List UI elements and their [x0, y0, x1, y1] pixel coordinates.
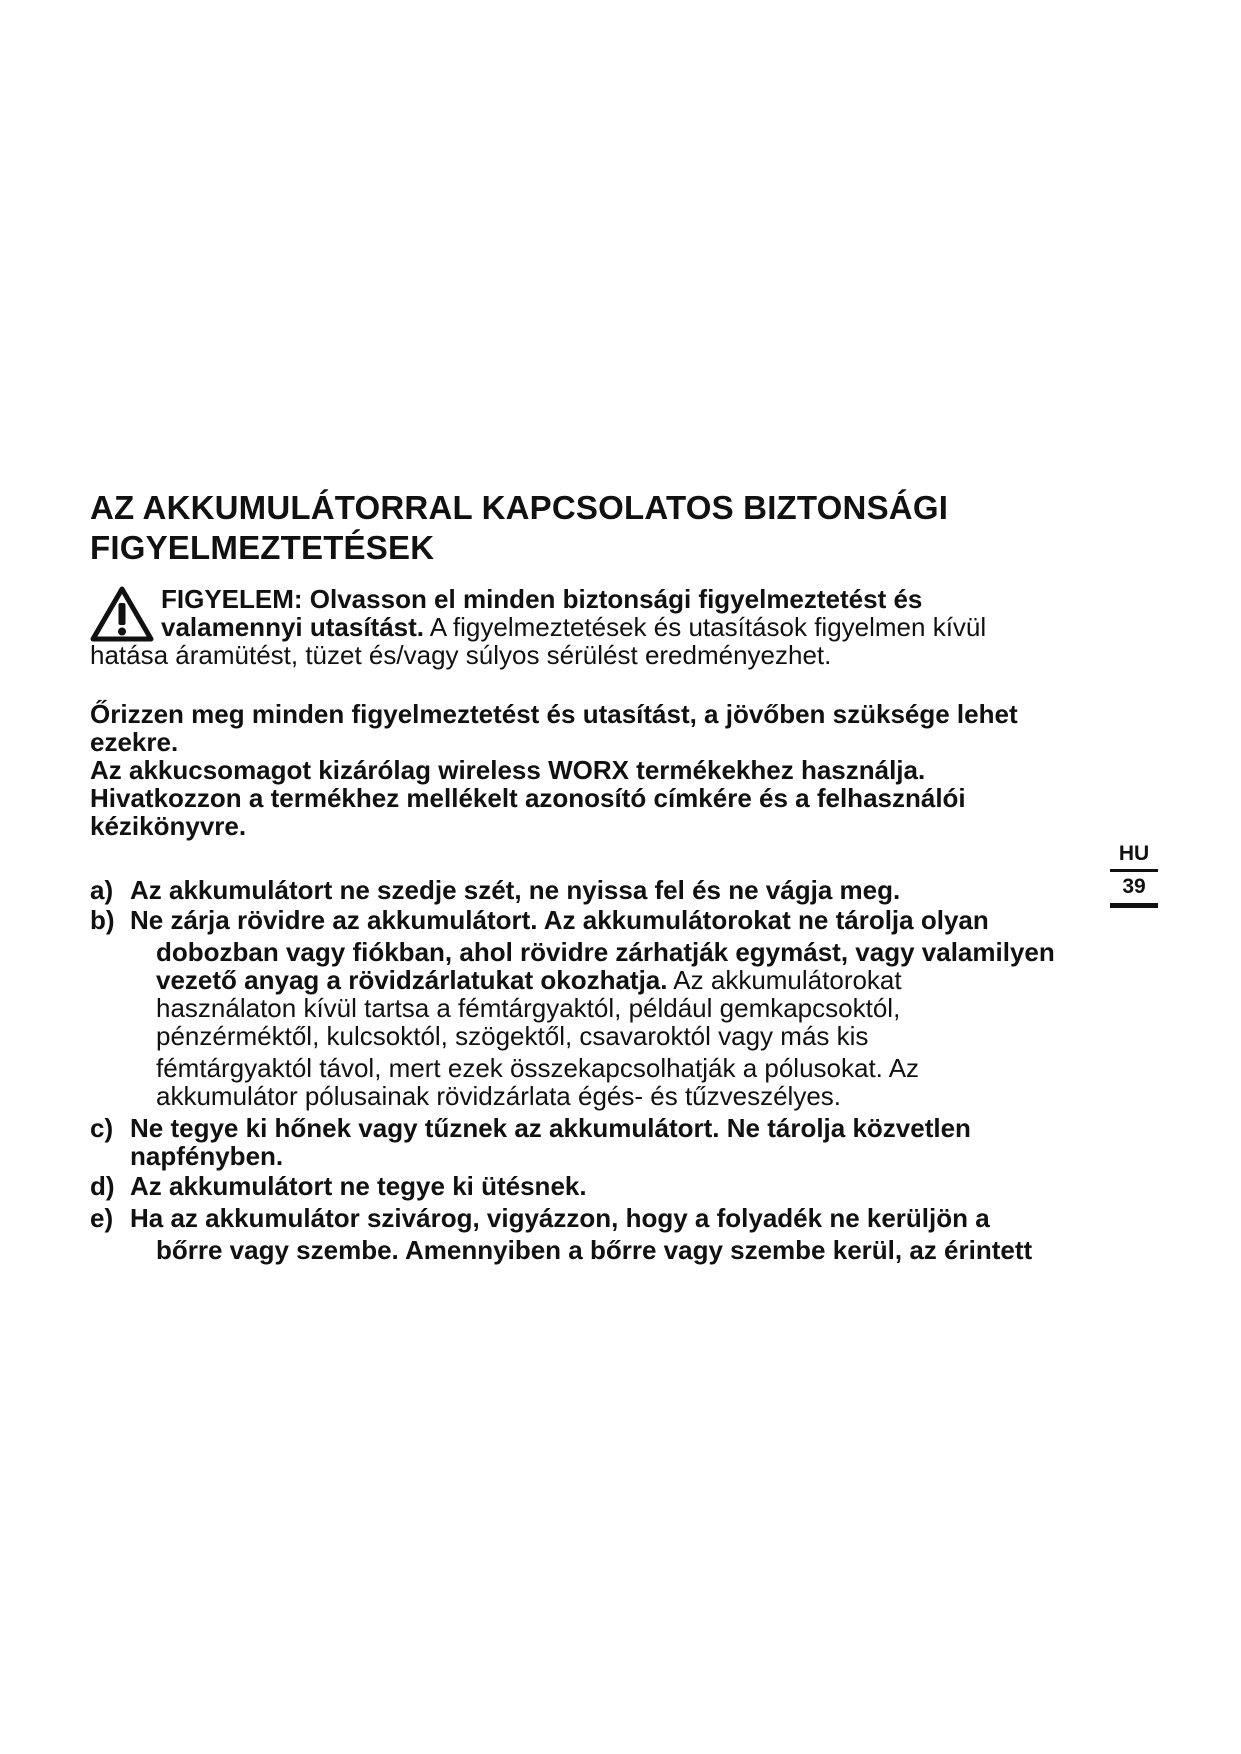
- side-tab-divider: [1110, 869, 1158, 872]
- warning-line2-bold: valamennyi utasítást.: [161, 612, 424, 642]
- list-item-d: [90, 1172, 1110, 1200]
- warning-block: [90, 585, 1110, 669]
- item-c-line1: Ne tegye ki hőnek vagy tűznek az akkumulátort. Ne tárolja közvetlen: [130, 1113, 971, 1143]
- list-item-e: [90, 1204, 1110, 1264]
- item-b-line3-rest: Az akkumulátorokat: [667, 965, 902, 995]
- item-b-line7: akkumulátor pólusainak rövidzárlata égés- és tűzveszélyes.: [156, 1081, 842, 1111]
- list-marker-c: c): [90, 1113, 114, 1143]
- item-d-line1: Az akkumulátort ne tegye ki ütésnek.: [130, 1171, 587, 1201]
- warning-triangle-icon: [90, 585, 154, 643]
- item-c-line2: napfényben.: [130, 1141, 284, 1171]
- language-code: HU: [1118, 842, 1150, 865]
- section-title-line2: FIGYELMEZTETÉSEK: [90, 529, 435, 566]
- keep-line2: ezekre.: [90, 727, 179, 757]
- list-marker-e: e): [90, 1203, 114, 1233]
- item-b-line1: Ne zárja rövidre az akkumulátort. Az akkumulátorokat ne tárolja olyan: [130, 905, 989, 935]
- warning-line3: hatása áramütést, tüzet és/vagy súlyos sérülést eredményezhet.: [90, 640, 832, 670]
- section-title-line1: AZ AKKUMULÁTORRAL KAPCSOLATOS BIZTONSÁGI: [90, 489, 949, 526]
- page-number: 39: [1122, 875, 1146, 898]
- list-item-b: [90, 906, 1110, 1110]
- list-item-c: [90, 1114, 1110, 1170]
- item-b-line4: használaton kívül tartsa a fémtárgyaktól, például gemkapcsoktól,: [156, 993, 901, 1023]
- warning-heading: FIGYELEM: Olvasson el minden biztonsági figyelmeztetést és: [161, 584, 923, 614]
- keep-line4: Hivatkozzon a termékhez mellékelt azonosító címkére és a felhasználói: [90, 783, 966, 813]
- side-tab-underline: [1110, 903, 1158, 908]
- warning-line2: [90, 613, 1110, 641]
- section-title: [90, 488, 1090, 568]
- list-marker-a: a): [90, 875, 114, 905]
- keep-line1: Őrizzen meg minden figyelmeztetést és utasítást, a jövőben szüksége lehet: [90, 699, 1018, 729]
- item-b-line3-bold: vezető anyag a rövidzárlatukat okozhatja.: [156, 965, 668, 995]
- keep-line3: Az akkucsomagot kizárólag wireless WORX termékekhez használja.: [90, 755, 926, 785]
- item-b-line2: dobozban vagy fiókban, ahol rövidre zárhatják egymást, vagy valamilyen: [156, 937, 1055, 967]
- item-a-line1: Az akkumulátort ne szedje szét, ne nyissa fel és ne vágja meg.: [130, 875, 901, 905]
- keep-instructions-block: [90, 700, 1090, 840]
- warning-line2-rest: A figyelmeztetések és utasítások figyelmen kívül: [424, 612, 987, 642]
- list-marker-d: d): [90, 1171, 115, 1201]
- item-e-line1: Ha az akkumulátor szivárog, vigyázzon, hogy a folyadék ne kerüljön a: [130, 1203, 990, 1233]
- page-side-tab: [1110, 842, 1158, 911]
- list-marker-b: b): [90, 905, 115, 935]
- item-b-line6: fémtárgyaktól távol, mert ezek összekapcsolhatják a pólusokat. Az: [156, 1053, 920, 1083]
- item-b-line3: [90, 966, 1110, 994]
- list-item-a: [90, 876, 1110, 904]
- safety-list: [90, 876, 1110, 1266]
- item-b-line5: pénzérméktől, kulcsoktól, szögektől, csavaroktól vagy más kis: [156, 1021, 869, 1051]
- keep-line5: kézikönyvre.: [90, 811, 247, 841]
- item-e-line2: bőrre vagy szembe. Amennyiben a bőrre vagy szembe kerül, az érintett: [156, 1235, 1033, 1265]
